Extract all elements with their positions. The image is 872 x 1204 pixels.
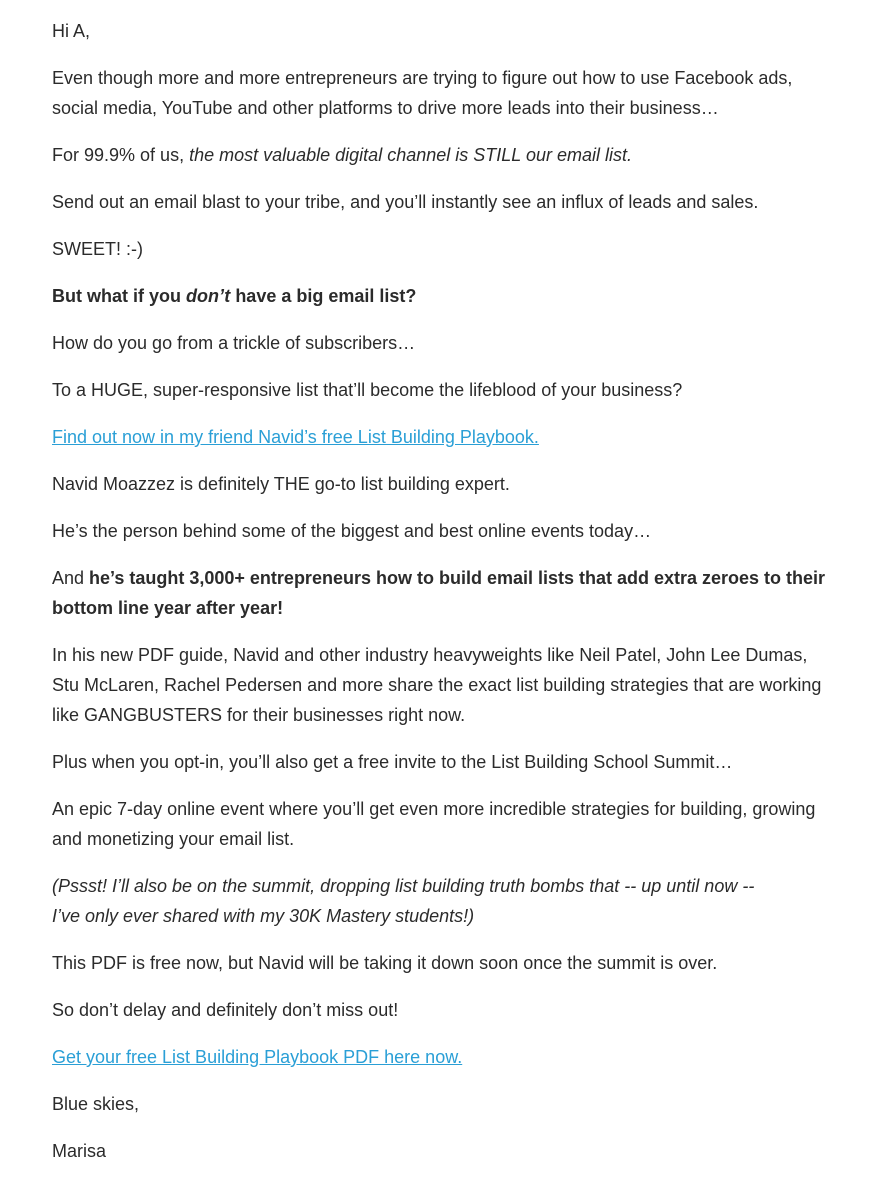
signature: Marisa (52, 1141, 107, 1161)
paragraph-expert: Navid Moazzez is definitely THE go-to list building expert. (52, 474, 510, 494)
greeting: Hi A, (52, 21, 91, 41)
paragraph-email-value-lead: For 99.9% of us, (52, 145, 190, 165)
paragraph-epic-event: An epic 7-day online event where you’ll get even more incredible strategies for building, growing and monetizing your email list. (52, 799, 816, 849)
email-body (52, 16, 832, 1183)
paragraph-pdf-guide: In his new PDF guide, Navid and other industry heavyweights like Neil Patel, John Lee Dumas, Stu McLaren, Rachel Pedersen and more share the exact list building strategies that are working like GANGBUSTERS for their businesses right now. (52, 645, 822, 725)
paragraph-email-value (52, 140, 832, 170)
paragraph-trickle: How do you go from a trickle of subscribers… (52, 333, 416, 353)
paragraph-link-playbook (52, 422, 832, 452)
paragraph-dont-delay: So don’t delay and definitely don’t miss out! (52, 1000, 399, 1020)
paragraph-question (52, 281, 832, 311)
taught-lead: And (52, 568, 90, 588)
signoff: Blue skies, (52, 1094, 140, 1114)
paragraph-email-value-emphasis: the most valuable digital channel is STILL our email list. (189, 145, 632, 165)
pssst-line-1: (Pssst! I’ll also be on the summit, dropping list building truth bombs that -- up until now -- (52, 876, 755, 896)
taught-emphasis: he’s taught 3,000+ entrepreneurs how to build email lists that add extra zeroes to their bottom line year after year! (52, 568, 826, 618)
question-part-1: But what if you (52, 286, 186, 306)
paragraph-email-blast: Send out an email blast to your tribe, and you’ll instantly see an influx of leads and sales. (52, 192, 759, 212)
playbook-link[interactable]: Find out now in my friend Navid’s free List Building Playbook. (52, 427, 539, 447)
paragraph-sweet: SWEET! :-) (52, 239, 143, 259)
paragraph-events: He’s the person behind some of the biggest and best online events today… (52, 521, 652, 541)
paragraph-summit-invite: Plus when you opt-in, you’ll also get a free invite to the List Building School Summit… (52, 752, 733, 772)
paragraph-taught (52, 563, 832, 623)
paragraph-link-pdf (52, 1042, 832, 1072)
paragraph-intro: Even though more and more entrepreneurs are trying to figure out how to use Facebook ads, social media, YouTube and other platforms to drive more leads into their business… (52, 68, 793, 118)
paragraph-pssst (52, 871, 832, 931)
question-part-2: have a big email list? (230, 286, 417, 306)
paragraph-pdf-free: This PDF is free now, but Navid will be taking it down soon once the summit is over. (52, 953, 718, 973)
question-emphasis: don’t (186, 286, 231, 306)
pdf-link[interactable]: Get your free List Building Playbook PDF here now. (52, 1047, 463, 1067)
paragraph-huge-list: To a HUGE, super-responsive list that’ll become the lifeblood of your business? (52, 380, 683, 400)
pssst-line-2: I’ve only ever shared with my 30K Mastery students!) (52, 906, 475, 926)
